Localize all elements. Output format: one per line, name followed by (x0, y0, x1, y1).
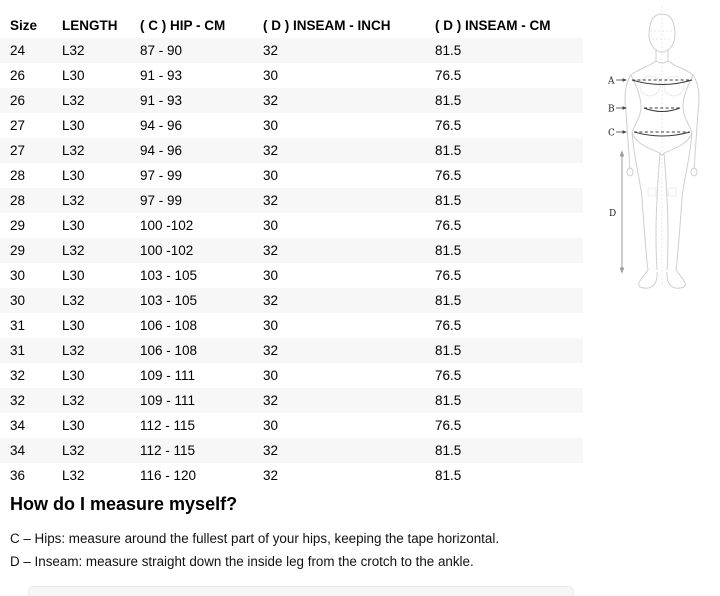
header-row (0, 12, 583, 38)
table-cell: 94 - 96 (140, 143, 183, 158)
table-cell: 76.5 (435, 268, 462, 283)
table-cell: 91 - 93 (140, 93, 183, 108)
table-row (0, 438, 583, 463)
table-cell: 112 - 115 (140, 418, 196, 433)
table-cell: 32 (263, 93, 279, 108)
table-cell: 100 -102 (140, 243, 194, 258)
table-cell: 29 (10, 218, 26, 233)
waist-arrow-icon (623, 106, 628, 110)
table-cell: L30 (62, 168, 85, 183)
table-row (0, 213, 583, 238)
measure-instructions (10, 527, 499, 573)
col-header-size: Size (10, 17, 38, 33)
table-cell: 81.5 (435, 143, 462, 158)
table-row (0, 313, 583, 338)
inseam-arrow-down-icon (620, 268, 624, 275)
table-row (0, 363, 583, 388)
inseam-instruction-line: D – Inseam: measure straight down the inside leg from the crotch to the ankle. (10, 554, 474, 569)
table-cell: 32 (263, 468, 279, 483)
table-cell: L32 (62, 43, 85, 58)
table-cell: 109 - 111 (140, 393, 196, 408)
table-cell: 103 - 105 (140, 268, 198, 283)
table-cell: L30 (62, 418, 85, 433)
table-cell: 32 (263, 343, 279, 358)
col-header-length: LENGTH (62, 17, 118, 33)
inseam-arrow-up-icon (620, 150, 624, 157)
table-cell: 27 (10, 143, 26, 158)
table-cell: 31 (10, 318, 26, 333)
col-header-inseam-cm: ( D ) INSEAM - CM (435, 17, 551, 33)
table-cell: 34 (10, 418, 26, 433)
table-row (0, 238, 583, 263)
table-cell: L32 (62, 443, 85, 458)
table-cell: 81.5 (435, 43, 462, 58)
hip-arrow-icon (623, 130, 628, 134)
table-cell: 32 (263, 43, 279, 58)
table-cell: L32 (62, 93, 85, 108)
bust-arrow-icon (623, 78, 628, 82)
inseam-label: D (609, 209, 617, 219)
table-cell: 29 (10, 243, 26, 258)
table-cell: 76.5 (435, 318, 462, 333)
table-row (0, 113, 583, 138)
table-cell: 81.5 (435, 343, 462, 358)
size-table-body (0, 38, 583, 488)
table-row (0, 163, 583, 188)
table-cell: 97 - 99 (140, 193, 183, 208)
table-cell: 26 (10, 68, 26, 83)
body-figure-illustration (598, 2, 714, 292)
table-cell: 81.5 (435, 443, 462, 458)
table-cell: 32 (263, 143, 279, 158)
table-cell: 28 (10, 193, 26, 208)
table-cell: 31 (10, 343, 26, 358)
hip-label: C (608, 128, 615, 139)
table-cell: 81.5 (435, 243, 462, 258)
table-cell: 34 (10, 443, 26, 458)
table-cell: 30 (10, 293, 26, 308)
table-cell: 76.5 (435, 368, 462, 383)
table-cell: 32 (10, 393, 26, 408)
body-measurement-diagram (598, 2, 714, 292)
table-cell: 81.5 (435, 93, 462, 108)
table-cell: 81.5 (435, 468, 462, 483)
table-cell: 30 (10, 268, 26, 283)
table-cell: 30 (263, 268, 279, 283)
table-cell: L32 (62, 293, 85, 308)
bottom-section-top-edge (28, 586, 574, 596)
waist-label: B (608, 104, 615, 115)
table-cell: 91 - 93 (140, 68, 183, 83)
table-cell: L32 (62, 343, 85, 358)
table-cell: L30 (62, 118, 85, 133)
table-cell: 76.5 (435, 418, 462, 433)
table-cell: 81.5 (435, 193, 462, 208)
table-cell: 103 - 105 (140, 293, 198, 308)
table-cell: 32 (263, 393, 279, 408)
table-cell: 76.5 (435, 118, 462, 133)
table-cell: 32 (263, 193, 279, 208)
hips-instruction-line: C – Hips: measure around the fullest part of your hips, keeping the tape horizontal. (10, 531, 500, 546)
table-cell: L30 (62, 268, 85, 283)
table-cell: 116 - 120 (140, 468, 197, 483)
table-cell: 30 (263, 218, 279, 233)
table-cell: 28 (10, 168, 26, 183)
table-row (0, 38, 583, 63)
table-row (0, 463, 583, 488)
table-cell: 32 (263, 243, 279, 258)
table-cell: 36 (10, 468, 26, 483)
table-cell: 94 - 96 (140, 118, 183, 133)
table-cell: L32 (62, 143, 85, 158)
table-cell: 30 (263, 368, 279, 383)
table-cell: 30 (263, 318, 279, 333)
table-cell: L32 (62, 193, 85, 208)
table-cell: 100 -102 (140, 218, 194, 233)
table-cell: L30 (62, 218, 85, 233)
size-chart-table (0, 12, 583, 488)
table-row (0, 388, 583, 413)
table-cell: 76.5 (435, 218, 462, 233)
table-cell: 76.5 (435, 168, 462, 183)
table-cell: 30 (263, 418, 279, 433)
table-cell: L30 (62, 368, 85, 383)
table-cell: L30 (62, 68, 85, 83)
table-cell: 87 - 90 (140, 43, 183, 58)
table-cell: 30 (263, 168, 279, 183)
table-row (0, 263, 583, 288)
table-row (0, 188, 583, 213)
table-cell: 81.5 (435, 393, 462, 408)
table-cell: 30 (263, 118, 279, 133)
table-cell: 24 (10, 43, 26, 58)
table-cell: 97 - 99 (140, 168, 183, 183)
table-row (0, 413, 583, 438)
table-cell: 109 - 111 (140, 368, 196, 383)
measure-section-heading: How do I measure myself? (10, 494, 238, 514)
table-row (0, 138, 583, 163)
table-cell: L32 (62, 393, 85, 408)
table-cell: 26 (10, 93, 26, 108)
table-cell: 30 (263, 68, 279, 83)
bust-label: A (608, 76, 615, 87)
table-row (0, 338, 583, 363)
table-cell: L32 (62, 468, 85, 483)
table-cell: 27 (10, 118, 26, 133)
table-cell: 81.5 (435, 293, 462, 308)
table-row (0, 88, 583, 113)
table-row (0, 288, 583, 313)
table-cell: L30 (62, 318, 85, 333)
size-table-header (0, 12, 583, 38)
col-header-hip-cm: ( C ) HIP - CM (140, 17, 226, 33)
table-cell: L32 (62, 243, 85, 258)
table-cell: 32 (263, 443, 279, 458)
col-header-inseam-inch: ( D ) INSEAM - INCH (263, 17, 391, 33)
table-row (0, 63, 583, 88)
table-cell: 112 - 115 (140, 443, 196, 458)
table-cell: 32 (263, 293, 279, 308)
table-cell: 106 - 108 (140, 318, 198, 333)
table-cell: 32 (10, 368, 26, 383)
table-cell: 76.5 (435, 68, 462, 83)
table-cell: 106 - 108 (140, 343, 198, 358)
